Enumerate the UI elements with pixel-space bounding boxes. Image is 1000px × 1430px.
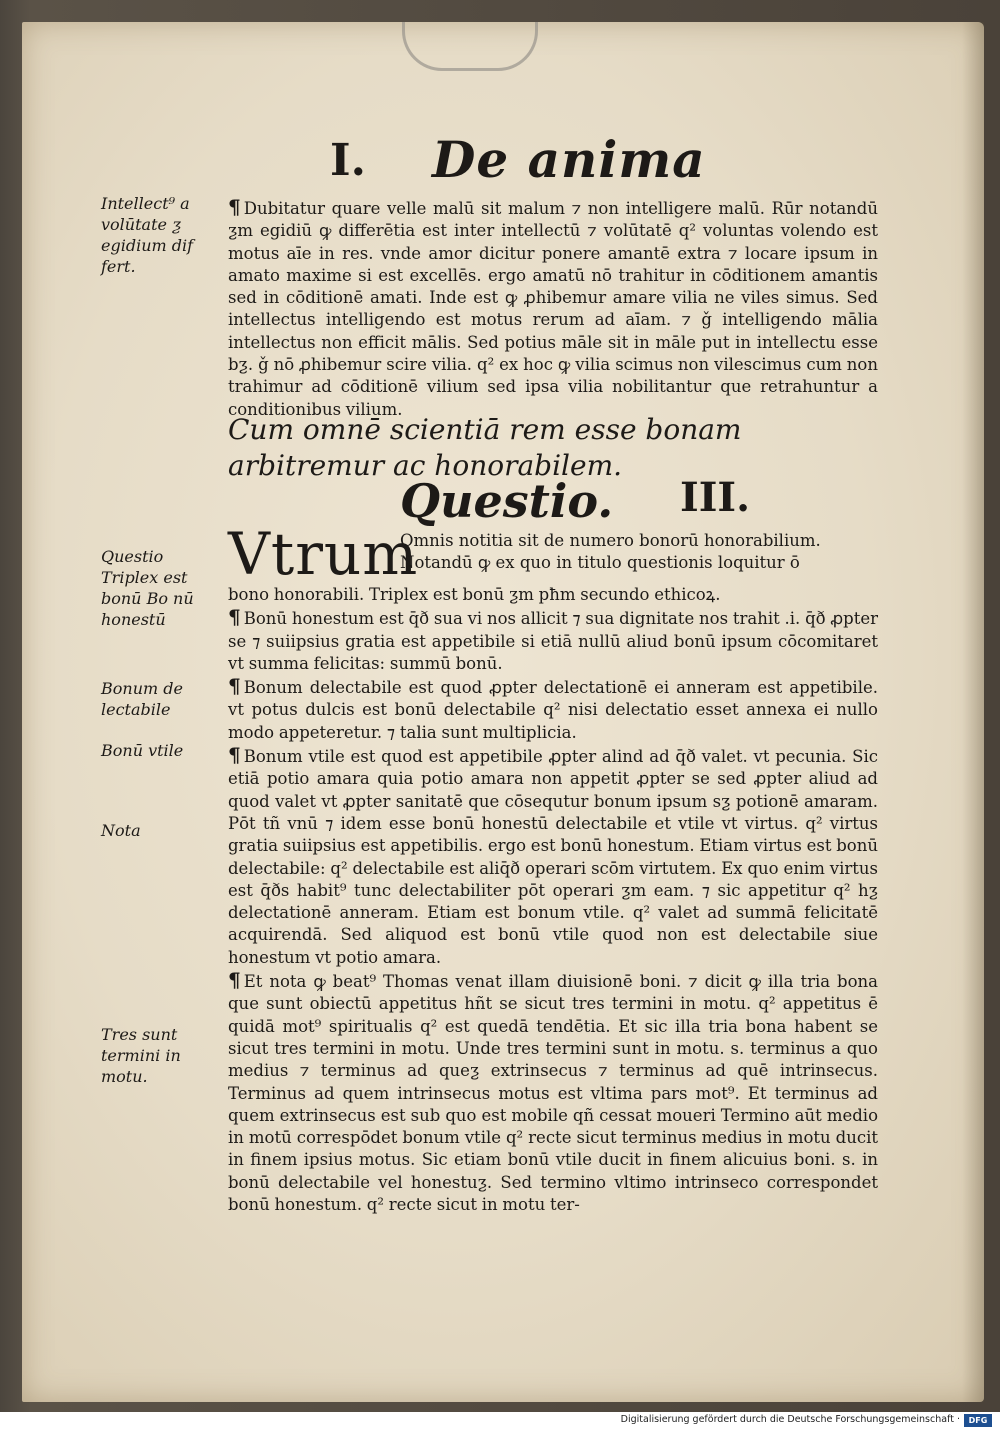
intro-paragraph [228,196,878,421]
paragraph-mark-icon: ¶ [228,195,241,219]
paragraph-mark-icon: ¶ [228,743,241,768]
paragraph-text: Omnis notitia sit de numero bonorū honorabilium. Notandū ꝙ ex quo in titulo questionis loquitur ō [400,531,821,572]
question-body [228,584,878,1216]
paragraph: ¶ Bonū honestum est q̄ð sua vi nos allicit ⁊ sua dignitate nos trahit .i. q̄ð ꝓpter se ⁊ suiipsius gratia est appetibile si etiā nullū aliud bonū ipsum cōcomitaret vt summa felicitas: summū bonū. [228,605,878,673]
dfg-logo: DFG [964,1414,992,1427]
paragraph: bono honorabili. Triplex est bonū ƺm pħm secundo ethicoꝝ. [228,585,721,604]
paragraph-mark-icon: ¶ [228,968,241,993]
page-clip [402,22,538,71]
page-header-number: I. [330,135,366,186]
paragraph: ¶ Bonum vtile est quod est appetibile ꝓpter alind ad q̄ð valet. vt pecunia. Sic etiā potio amara quia potio amara non appetit ꝓpter se sed ꝓpter aliud ad quod valet vt ꝓpter sanitatē que cōsequtur bonum ipsum sƺ potionē amaram. Pōt tñ vnū ⁊ idem esse bonū honestū delectabile et vtile vt virtus. q² virtus gratia suiipsius est appetibilis. ergo est bonū honestum. Etiam virtus est bonū delectabile: q² delectabile est aliq̄ð operari scōm virtutem. Ex quo enim virtus est q̄ðs habit⁹ tunc delectabiliter pōt operari ƺm eam. ⁊ sic appetitur q² hƺ delectationē anneram. Etiam est bonum vtile. q² valet ad summā felicitatē acquirendā. Sed aliquod est bonū vtile quod non est delectabile siue honestum vt potio amara. [228,743,878,967]
question-number: III. [680,474,751,521]
footer-bar [0,1412,1000,1430]
paragraph-mark-icon: ¶ [228,605,241,630]
paragraph: ¶ Et nota ꝙ beat⁹ Thomas venat illam diuisionē boni. ⁊ dicit ꝙ illa tria bona que sunt obiectū appetitus hñt se sicut tres termini in motu. q² appetitus ē quidā mot⁹ spiritualis q² est quedā tendētia. Et sic illa tria bona habent se sicut tres termini in motu. Unde tres termini sunt in motu. s. terminus a quo medius ⁊ terminus ad queƺ extrinsecus ⁊ terminus ad quē intrinsecus. Terminus ad quem intrinsecus motus est vltima pars mot⁹. Et terminus ad quem extrinsecus est sub quo est mobile qñ cessat moueri Termino aūt medio in motū correspōdet bonum vtile q² recte sicut terminus medius in motu ducit in finem ipsius motus. Sic etiam bonū vtile ducit in finem alicuius boni. s. in bonū delectabile vel honestuƺ. Sed termino vltimo intrinseco correspondet bonū honestum. q² recte sicut in motu ter- [228,968,878,1215]
question-opening [400,530,878,574]
page-edge-shadow [962,22,984,1402]
margin-note: Bonū vtile [101,741,184,760]
question-label: Questio. [400,474,614,528]
margin-note: Tres sunt termini in motu. [101,1025,181,1086]
margin-note: Nota [101,821,141,840]
initial-word: Vtrum [228,520,419,588]
page-header-title: De anima [432,130,706,189]
paragraph-mark-icon: ¶ [228,674,241,699]
margin-note: Questio Triplex est bonū Bo nū honestū [101,547,194,629]
funding-notice: Digitalisierung gefördert durch die Deutsche Forschungsgemeinschaft · [620,1414,960,1425]
paragraph: ¶ Bonum delectabile est quod ꝓpter delectationē ei anneram est appetibile. vt potus dulcis est bonū delectabile q² nisi delectatio esset annexa ei nullo modo appeteretur. ⁊ talia sunt multiplicia. [228,674,878,742]
section-heading: Cum omnē scientiā rem esse bonam arbitremur ac honorabilem. [228,413,742,482]
margin-note: Intellect⁹ a volūtate ƺ egidium dif fert. [101,194,194,276]
paragraph-text: Dubitatur quare velle malū sit malum ⁊ non intelligere malū. Rūr notandū ƺm egidiū ꝙ differētia est inter intellectū ⁊ volūtatē q² voluntas volendo est motus aīe in res. vnde amor dicitur ponere amantē extra ⁊ locare ipsum in amato maxime si est excellēs. ergo amatū nō trahitur in cōditionem amantis sed in cōditionē amati. Inde est ꝙ ꝓhibemur amare vilia ne viles simus. Sed intellectus intelligendo est motus rerum ad aīam. ⁊ ǧ intelligendo mālia intellectus non efficit mālis. Sed potius māle sit in māle put in intellectu esse bƺ. ǧ nō ꝓhibemur scire vilia. q² ex hoc ꝙ vilia scimus non vilescimus cum non trahimur ad cōditionē vilium sed ipsa vilia nobilitantur que retrahuntur a conditionibus vilium. [228,199,878,419]
margin-note: Bonum de lectabile [101,679,183,719]
